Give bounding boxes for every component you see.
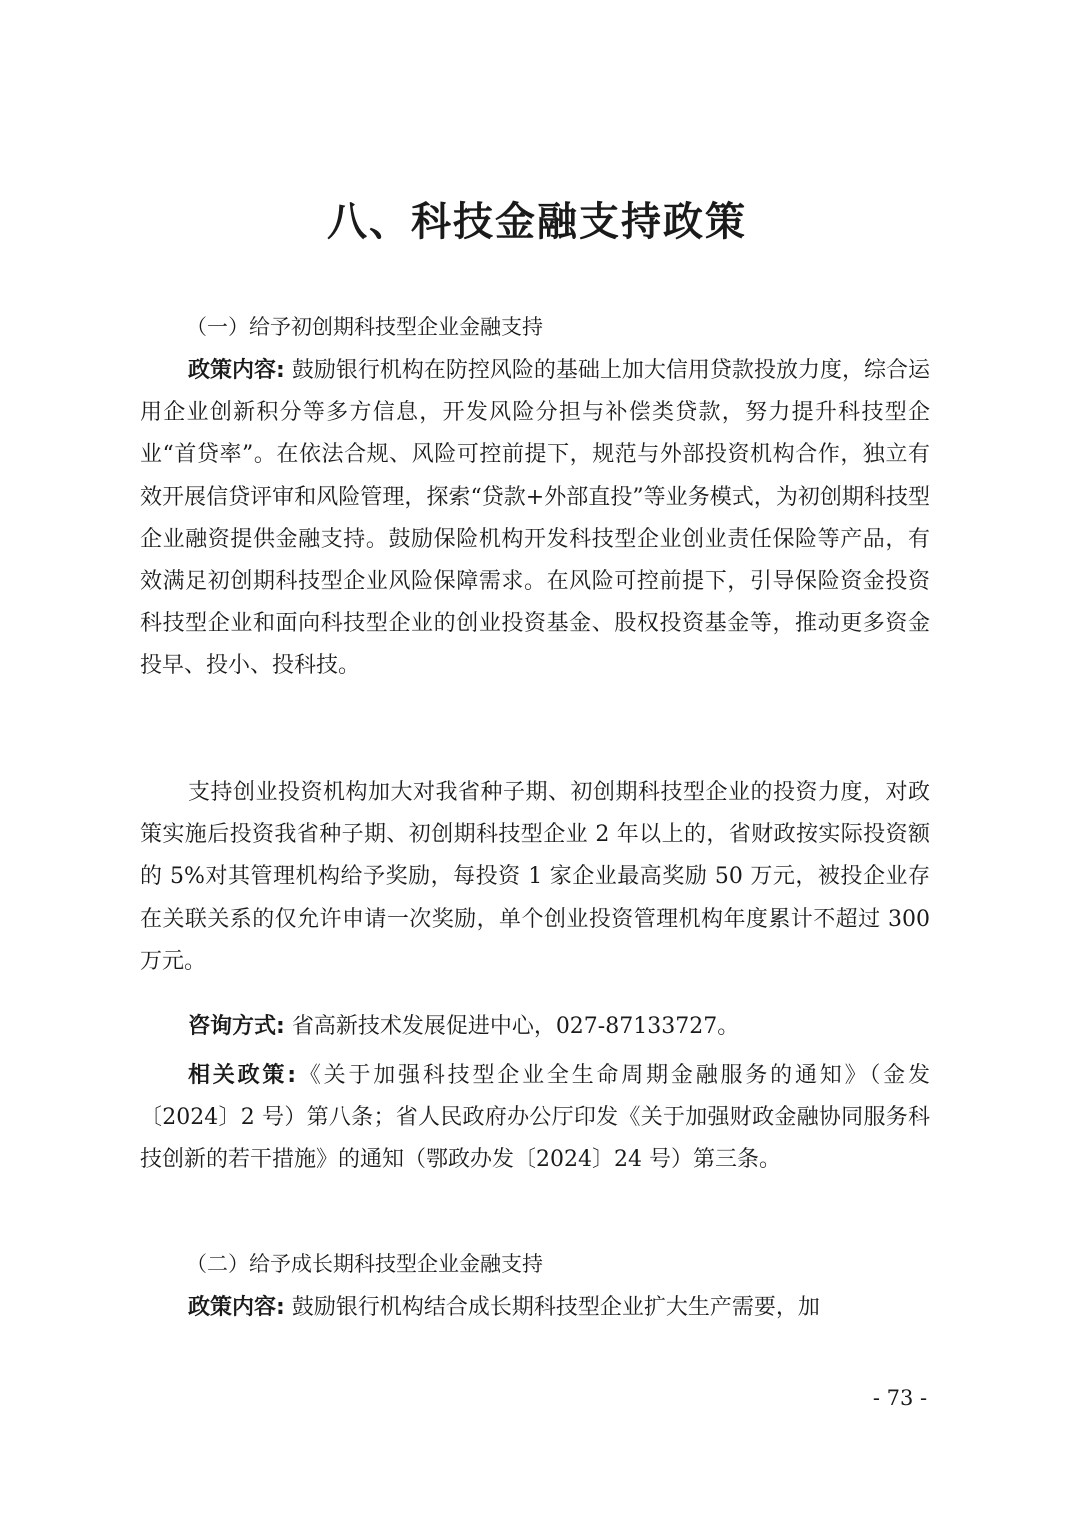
contact-text: 省高新技术发展促进中心，027-87133727。 bbox=[291, 1014, 740, 1039]
policy-content-label: 政策内容: bbox=[188, 358, 285, 383]
section-1-heading: （一）给予初创期科技型企业金融支持 bbox=[186, 315, 543, 339]
section-2-policy-paragraph bbox=[140, 1287, 930, 1329]
page-title: 八、科技金融支持政策 bbox=[327, 199, 747, 245]
policy-content-text: 鼓励银行机构在防控风险的基础上加大信用贷款投放力度，综合运用企业创新积分等多方信息，开发风险分担与补偿类贷款，努力提升科技型企业“首贷率”。在依法合规、风险可控前提下，规范与外部投资机构合作，独立有效开展信贷评审和风险管理，探索“贷款+外部直投”等业务模式，为初创期科技型企业融资提供金融支持。鼓励保险机构开发科技型企业创业责任保险等产品，有效满足初创期科技型企业风险保障需求。在风险可控前提下，引导保险资金投资科技型企业和面向科技型企业的创业投资基金、股权投资基金等，推动更多资金投早、投小、投科技。 bbox=[140, 358, 930, 679]
related-policy-text: 《关于加强科技型企业全生命周期金融服务的通知》（金发〔2024〕2 号）第八条；省人民政府办公厅印发《关于加强财政金融协同服务科技创新的若干措施》的通知（鄂政办发〔2024〕24 号）第三条。 bbox=[140, 1063, 930, 1173]
contact-label: 咨询方式: bbox=[188, 1014, 285, 1039]
page-number: - 73 - bbox=[872, 1386, 928, 1410]
support-paragraph: 支持创业投资机构加大对我省种子期、初创期科技型企业的投资力度，对政策实施后投资我省种子期、初创期科技型企业 2 年以上的，省财政按实际投资额的 5%对其管理机构给予奖励，每投资 1 家企业最高奖励 50 万元，被投企业存在关联关系的仅允许申请一次奖励，单个创业投资管理机构年度累计不超过 300 万元。 bbox=[140, 780, 930, 974]
policy-content-label-2: 政策内容: bbox=[188, 1295, 285, 1320]
related-policy-paragraph bbox=[140, 1055, 930, 1182]
policy-content-text-2: 鼓励银行机构结合成长期科技型企业扩大生产需要，加 bbox=[291, 1295, 820, 1320]
section-1-policy-paragraph bbox=[140, 350, 930, 688]
contact-paragraph bbox=[140, 1006, 930, 1048]
section-2-heading: （二）给予成长期科技型企业金融支持 bbox=[186, 1252, 543, 1276]
related-policy-label: 相关政策: bbox=[188, 1063, 297, 1088]
